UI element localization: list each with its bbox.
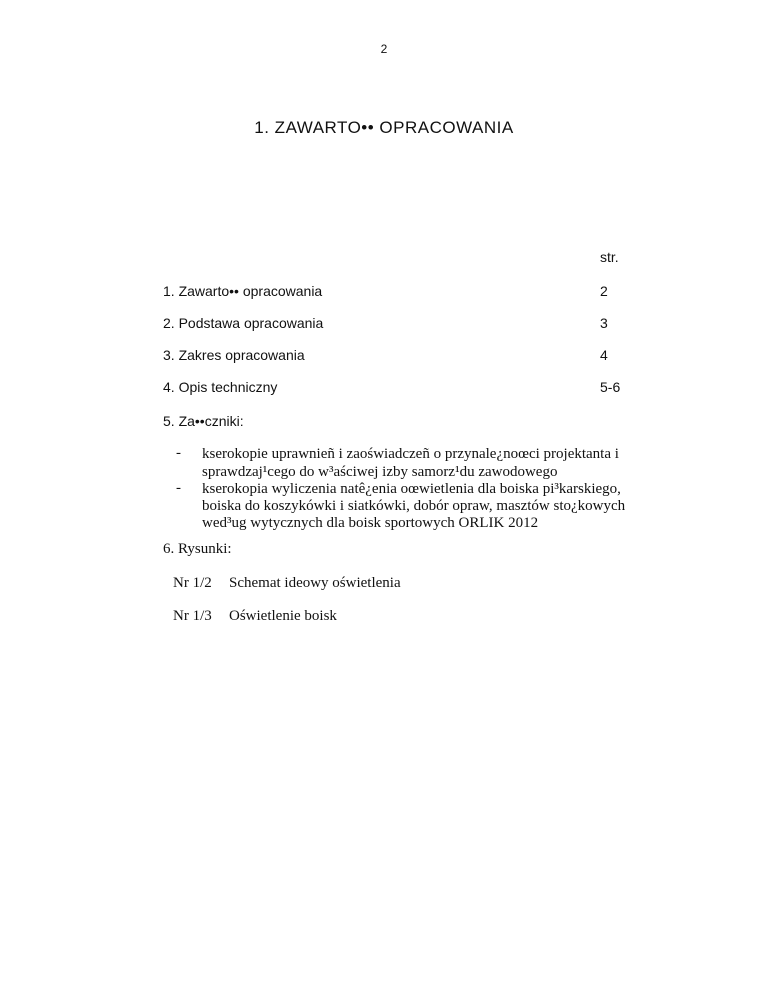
attachment-item-1-line-1: kserokopie uprawnieñ i zaoświadczeñ o przynale¿noœci projektanta i: [202, 446, 619, 462]
attachment-item-2-line-3: wed³ug wytycznych dla boisk sportowych ORLIK 2012: [202, 515, 539, 531]
toc-item-label: 2. Podstawa opracowania: [163, 315, 324, 331]
toc-item-page: 5-6: [600, 379, 621, 395]
bullet-dash: -: [176, 445, 181, 461]
toc-item-label: 1. Zawarto•• opracowania: [163, 283, 323, 299]
drawing-number: Nr 1/2: [173, 575, 212, 591]
toc-page-column-header: str.: [600, 249, 619, 265]
page-number: 2: [380, 42, 388, 56]
drawings-heading: 6. Rysunki:: [163, 541, 232, 557]
section-title: 1. ZAWARTO•• OPRACOWANIA: [254, 118, 514, 137]
toc-item-page: 2: [600, 283, 608, 299]
attachment-item-1-line-2: sprawdzaj¹cego do w³aściwej izby samorz¹du zawodowego: [202, 464, 558, 480]
toc-item-page: 4: [600, 347, 608, 363]
attachments-heading: 5. Za••czniki:: [163, 413, 244, 429]
drawing-title: Schemat ideowy oświetlenia: [229, 575, 401, 591]
toc-item-label: 3. Zakres opracowania: [163, 347, 305, 363]
drawing-number: Nr 1/3: [173, 608, 212, 624]
toc-item-label: 4. Opis techniczny: [163, 379, 278, 395]
bullet-dash: -: [176, 480, 181, 496]
attachment-item-2-line-2: boiska do koszykówki i siatkówki, dobór opraw, masztów sto¿kowych: [202, 498, 626, 514]
drawing-title: Oświetlenie boisk: [229, 608, 337, 624]
toc-item-page: 3: [600, 315, 608, 331]
attachment-item-2-line-1: kserokopia wyliczenia natê¿enia oœwietlenia dla boiska pi³karskiego,: [202, 481, 621, 497]
